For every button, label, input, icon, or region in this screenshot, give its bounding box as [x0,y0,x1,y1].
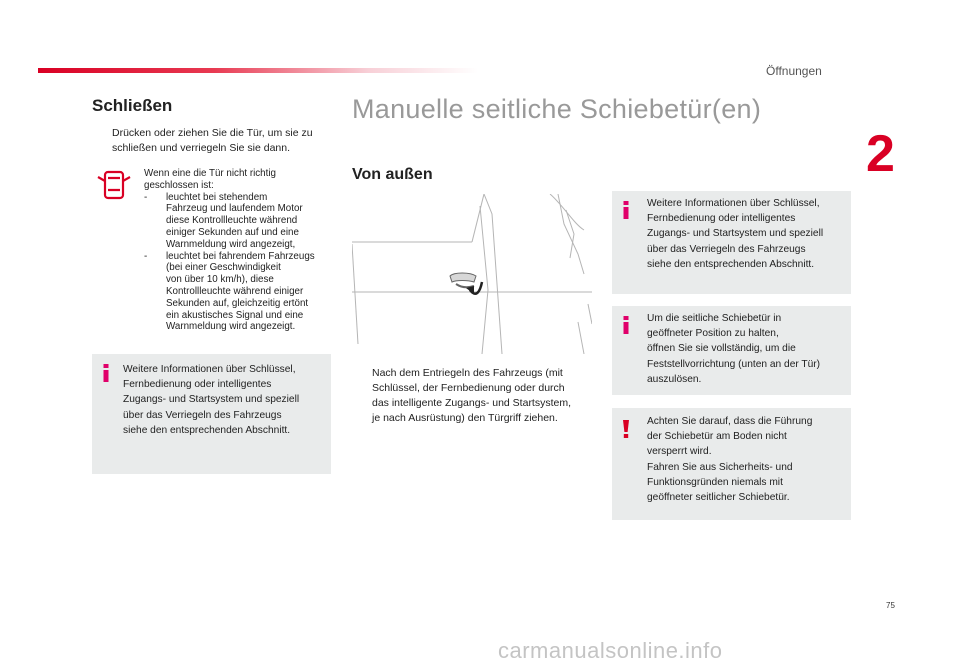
bullet-paragraph-close [92,126,342,158]
warning-text: Achten Sie darauf, dass die Führung der Schiebetür am Boden nicht versperrt wird. Fahren Sie aus Sicherheits- und Funktionsgründen niemals mit geöffneter seitlicher Schiebetür. [647,416,813,504]
warning-item: - leuchtet bei fahrendem Fahrzeugs (bei einer Geschwindigkeit von über 10 km/h), diese Kontrollleuchte während einiger Sekunden auf, gleichzeitig ertönt ein akustisches Signal und eine Warnmeldung wird angezeigt. [144,250,315,333]
bullet-text: Drücken oder ziehen Sie die Tür, um sie zu schließen und verriegeln Sie sie dann. [112,127,313,154]
bullet-paragraph-open [352,366,602,428]
info-icon [100,364,112,382]
warning-item: - leuchtet bei stehendem Fahrzeug und laufendem Motor diese Kontrollleuchte während einiger Sekunden auf und eine Warnmeldung wird angezeigt, [144,191,303,250]
section-label: Öffnungen [766,64,822,78]
info-box-right-1 [612,191,851,294]
info-text: Weitere Informationen über Schlüssel, Fernbedienung oder intelligentes Zugangs- und Startsystem und speziell über das Verriegeln des Fahrzeugs siehe den entsprechenden Abschnitt. [647,198,824,270]
subheading-von-aussen: Von außen [352,166,433,183]
door-warning-text: Wenn eine die Tür nicht richtig geschlossen ist: - leuchtet bei stehendem Fahrzeug und laufendem Motor diese Kontrollleuchte während einiger Sekunden auf und eine Warnmeldung wird angezeigt, - leuchtet bei fahrendem Fahrzeugs (bei einer Geschwindigkeit von über 10 km/h), diese Kontrollleuchte während einiger Sekunden auf, gleichzeitig ertönt ein akustisches Signal und eine Warnmeldung wird angezeigt. [144,168,334,333]
chapter-number: 2 [866,125,895,183]
info-text: Um die seitliche Schiebetür in geöffneter Position zu halten, öffnen Sie sie vollständig, um die Feststellvorrichtung (unten an der Tür) auszulösen. [647,313,821,385]
exclamation-icon [620,420,632,438]
heading-schliessen: Schließen [92,96,173,115]
info-icon [620,316,632,334]
bullet-text: Nach dem Entriegeln des Fahrzeugs (mit Schlüssel, der Fernbedienung oder durch das intelligente Zugangs- und Startsystem, je nach Ausrüstung) den Türgriff ziehen. [372,367,572,424]
info-box-left [92,354,331,474]
info-text: Weitere Informationen über Schlüssel, Fernbedienung oder intelligentes Zugangs- und Startsystem und speziell über das Verriegeln des Fahrzeugs siehe den entsprechenden Abschnitt. [123,364,300,436]
info-box-right-2 [612,306,851,395]
car-door-open-warning-icon [96,168,132,202]
info-icon [620,201,632,219]
page-title: Manuelle seitliche Schiebetür(en) [352,94,762,124]
watermark: carmanualsonline.info [498,638,723,663]
page-number: 75 [886,601,895,610]
chapter-color-bar [38,68,478,73]
sliding-door-illustration [352,194,592,354]
warning-box-right [612,408,851,520]
